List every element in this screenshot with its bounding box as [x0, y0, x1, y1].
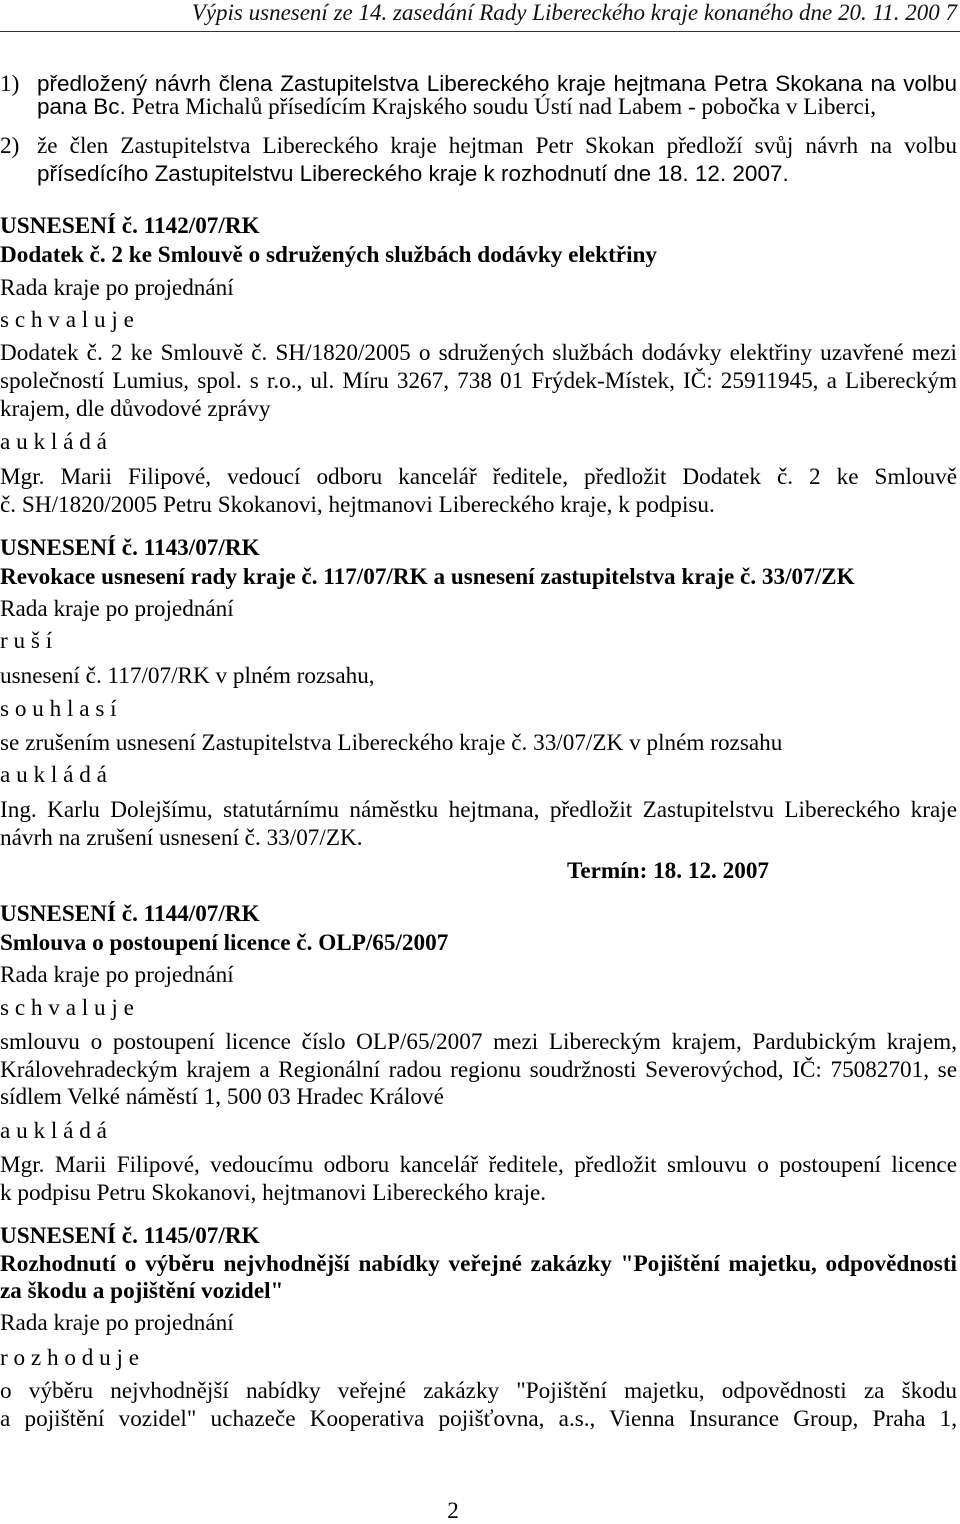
resolution-text-line: společností Lumius, spol. s r.o., ul. Míru 3267, 738 01 Frýdek-Místek, IČ: 25911945, a Libereckým — [0, 368, 957, 394]
resolution-text-line: usnesení č. 117/07/RK v plném rozsahu, — [0, 663, 375, 689]
resolution-text-line: se zrušením usnesení Zastupitelstva Libereckého kraje č. 33/07/ZK v plném rozsahu — [0, 730, 783, 756]
resolution-title: Revokace usnesení rady kraje č. 117/07/RK a usnesení zastupitelstva kraje č. 33/07/ZK — [0, 564, 855, 590]
resolution-intro: Rada kraje po projednání — [0, 275, 234, 301]
item-1-line-2 — [37, 93, 957, 121]
item-1-line-1: předložený návrh člena Zastupitelstva Libereckého kraje hejtmana Petra Skokana na volbu — [37, 71, 957, 96]
resolution-text-line: a pojištění vozidel" uchazeče Kooperativa pojišťovna, a.s., Vienna Insurance Group, Praha 1, — [0, 1406, 957, 1432]
resolution-title: Dodatek č. 2 ke Smlouvě o sdružených službách dodávky elektřiny — [0, 242, 658, 268]
item-1-marker: 1) — [0, 71, 20, 97]
resolution-verb: a u k l á d á — [0, 429, 107, 455]
resolution-verb: s c h v a l u j e — [0, 995, 134, 1021]
resolution-text-line: sídlem Velké náměstí 1, 500 03 Hradec Králové — [0, 1084, 444, 1110]
resolution-verb: s o u h l a s í — [0, 696, 117, 722]
resolution-text-line: návrh na zrušení usnesení č. 33/07/ZK. — [0, 825, 363, 851]
resolution-number: USNESENÍ č. 1144/07/RK — [0, 901, 260, 927]
resolution-text-line: č. SH/1820/2005 Petru Skokanovi, hejtmanovi Libereckého kraje, k podpisu. — [0, 492, 715, 518]
header-rule — [0, 31, 960, 32]
item-2-line-2: přísedícího Zastupitelstvu Libereckého kraje k rozhodnutí dne 18. 12. 2007. — [37, 161, 789, 186]
item-2-line-1: že člen Zastupitelstva Libereckého kraje hejtman Petr Skokan předloží svůj návrh na volbu — [37, 133, 957, 159]
item-1-line-2-serif: Petra Michalů přísedícím Krajského soudu Ústí nad Labem - pobočka v Liberci, — [131, 94, 877, 120]
page-number: 2 — [447, 1498, 459, 1524]
resolution-verb: r o z h o d u j e — [0, 1345, 140, 1371]
resolution-text-line: o výběru nejvhodnější nabídky veřejné zakázky "Pojištění majetku, odpovědnosti za škodu — [0, 1378, 957, 1404]
resolution-text-line: Mgr. Marii Filipové, vedoucímu odboru kancelář ředitele, předložit smlouvu o postoupení licence — [0, 1152, 957, 1178]
resolution-text-line: Ing. Karlu Dolejšímu, statutárnímu náměstku hejtmana, předložit Zastupitelstvu Libereckého kraje — [0, 797, 957, 823]
resolution-intro: Rada kraje po projednání — [0, 596, 234, 622]
resolution-number: USNESENÍ č. 1142/07/RK — [0, 213, 260, 239]
item-1-line-2-sans: pana Bc. — [37, 94, 126, 119]
resolution-text-line: k podpisu Petru Skokanovi, hejtmanovi Libereckého kraje. — [0, 1180, 547, 1206]
resolution-title: Smlouva o postoupení licence č. OLP/65/2007 — [0, 930, 449, 956]
resolution-title: za škodu a pojištění vozidel" — [0, 1278, 284, 1304]
resolution-intro: Rada kraje po projednání — [0, 962, 234, 988]
resolution-verb: a u k l á d á — [0, 1118, 107, 1144]
item-2-marker: 2) — [0, 133, 20, 159]
resolution-text-line: krajem, dle důvodové zprávy — [0, 396, 271, 422]
resolution-text-line: Královehradeckým krajem a Regionální radou regionu soudržnosti Severovýchod, IČ: 75082701, se — [0, 1057, 957, 1083]
resolution-text-line: Mgr. Marii Filipové, vedoucí odboru kancelář ředitele, předložit Dodatek č. 2 ke Smlouvě — [0, 464, 957, 490]
resolution-title: Rozhodnutí o výběru nejvhodnější nabídky veřejné zakázky "Pojištění majetku, odpovědnosti — [0, 1251, 957, 1277]
resolution-number: USNESENÍ č. 1145/07/RK — [0, 1223, 260, 1249]
resolution-number: USNESENÍ č. 1143/07/RK — [0, 535, 260, 561]
resolution-intro: Rada kraje po projednání — [0, 1310, 234, 1336]
resolution-verb: a u k l á d á — [0, 762, 107, 788]
header-title: Výpis usnesení ze 14. zasedání Rady Libereckého kraje konaného dne 20. 11. 200 7 — [191, 0, 957, 25]
resolution-text-line: smlouvu o postoupení licence číslo OLP/65/2007 mezi Libereckým krajem, Pardubickým krajem, — [0, 1029, 957, 1055]
resolution-verb: s c h v a l u j e — [0, 307, 134, 333]
resolution-verb: r u š í — [0, 628, 53, 654]
resolution-text-line: Dodatek č. 2 ke Smlouvě č. SH/1820/2005 o sdružených službách dodávky elektřiny uzavřené mezi — [0, 340, 957, 366]
resolution-deadline: Termín: 18. 12. 2007 — [567, 858, 770, 884]
